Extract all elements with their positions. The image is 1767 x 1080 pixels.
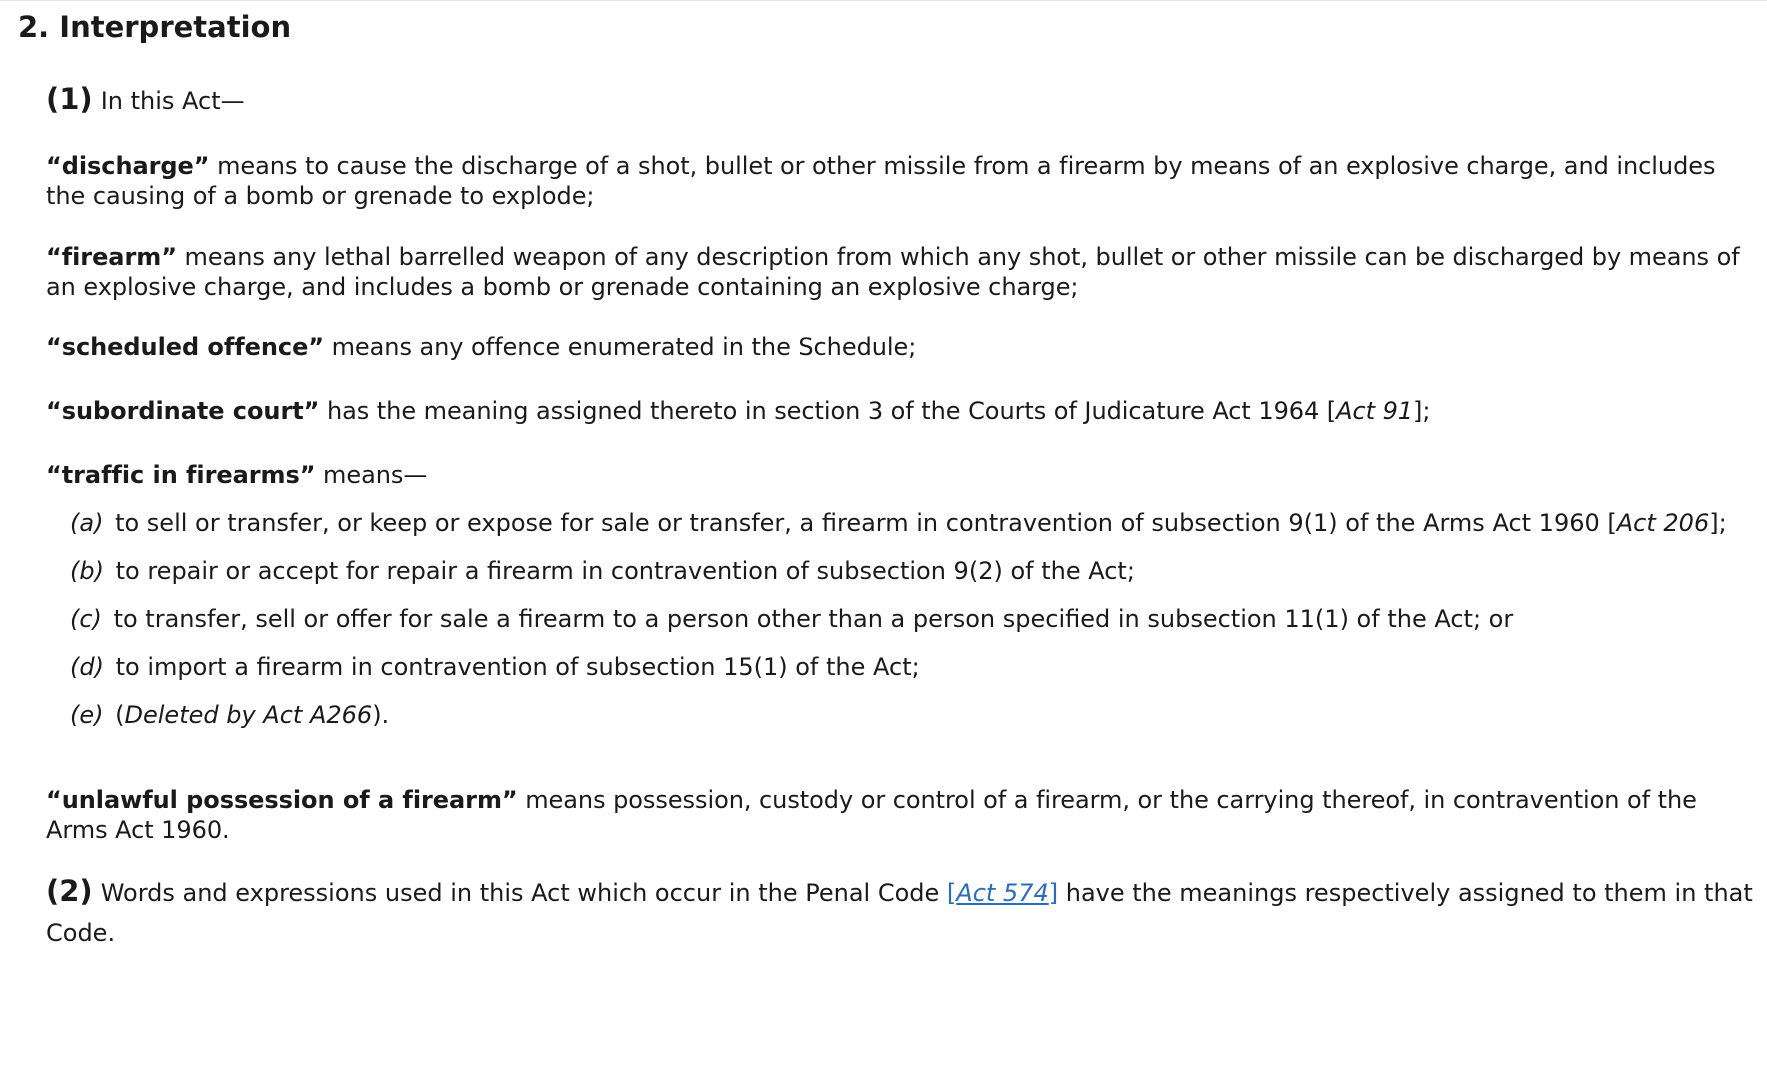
paragraph-text: to sell or transfer, or keep or expose for sale or transfer, a firearm in contravention of subsection 9(1) of the Arms Act 1960 [ [115, 509, 1617, 537]
paragraph-text-end: ]; [1709, 509, 1727, 537]
paragraph-label: (e) [70, 701, 104, 729]
defined-term: “discharge” [46, 152, 210, 180]
definition-subordinate-court [46, 396, 1761, 426]
subsection-text-end: have the meanings respectively assigned to them in that Code. [46, 879, 1753, 947]
definition-text: means to cause the discharge of a shot, bullet or other missile from a firearm by means of an explosive charge, and includes the causing of a bomb or grenade to explode; [46, 152, 1716, 210]
section-title: 2. Interpretation [18, 10, 292, 44]
definition-scheduled-offence [46, 332, 1761, 362]
paragraph-close: ). [372, 701, 390, 729]
defined-term: “unlawful possession of a firearm” [46, 786, 518, 814]
subsection-1 [46, 79, 245, 121]
definition-traffic-in-firearms [46, 460, 1761, 490]
definition-text: means possession, custody or control of a firearm, or the carrying thereof, in contravention of the Arms Act 1960. [46, 786, 1697, 844]
paragraph-label: (a) [70, 509, 104, 537]
act-reference: Act 91 [1336, 397, 1414, 425]
subsection-2 [46, 871, 1761, 953]
deleted-note: Deleted by Act A266 [124, 701, 373, 729]
definition-unlawful-possession [46, 785, 1761, 845]
definition-discharge [46, 151, 1761, 211]
paragraph-open: ( [115, 701, 125, 729]
paragraph-label: (d) [70, 653, 104, 681]
paragraph-c [70, 604, 1513, 634]
paragraph-text: to transfer, sell or offer for sale a firearm to a person other than a person specified in subsection 11(1) of the Act; or [113, 605, 1514, 633]
subsection-number: (1) [46, 82, 93, 116]
paragraph-text: to import a firearm in contravention of subsection 15(1) of the Act; [115, 653, 920, 681]
defined-term: “firearm” [46, 243, 177, 271]
link-text: Act 574 [956, 879, 1049, 907]
subsection-number: (2) [46, 874, 93, 908]
penal-code-link[interactable] [947, 879, 1058, 907]
definition-text: means— [315, 461, 428, 489]
subsection-text: Words and expressions used in this Act which occur in the Penal Code [100, 879, 947, 907]
definition-text: means any lethal barrelled weapon of any description from which any shot, bullet or other missile can be discharged by means of an explosive charge, and includes a bomb or grenade containing an explosive charge; [46, 243, 1740, 301]
paragraph-label: (b) [70, 557, 104, 585]
link-bracket-open: [ [946, 879, 957, 907]
definition-text-end: ]; [1413, 397, 1431, 425]
paragraph-label: (c) [70, 605, 102, 633]
link-bracket-close: ] [1048, 879, 1059, 907]
defined-term: “subordinate court” [46, 397, 320, 425]
defined-term: “traffic in firearms” [46, 461, 316, 489]
paragraph-text: to repair or accept for repair a firearm in contravention of subsection 9(2) of the Act; [115, 557, 1135, 585]
paragraph-b [70, 556, 1135, 586]
defined-term: “scheduled offence” [46, 333, 325, 361]
definition-text: has the meaning assigned thereto in section 3 of the Courts of Judicature Act 1964 [ [319, 397, 1337, 425]
paragraph-e [70, 700, 389, 730]
definition-firearm [46, 242, 1761, 302]
subsection-intro: In this Act— [100, 87, 245, 115]
definition-text: means any offence enumerated in the Schedule; [324, 333, 917, 361]
paragraph-a [70, 508, 1727, 538]
paragraph-d [70, 652, 920, 682]
act-reference: Act 206 [1616, 509, 1710, 537]
